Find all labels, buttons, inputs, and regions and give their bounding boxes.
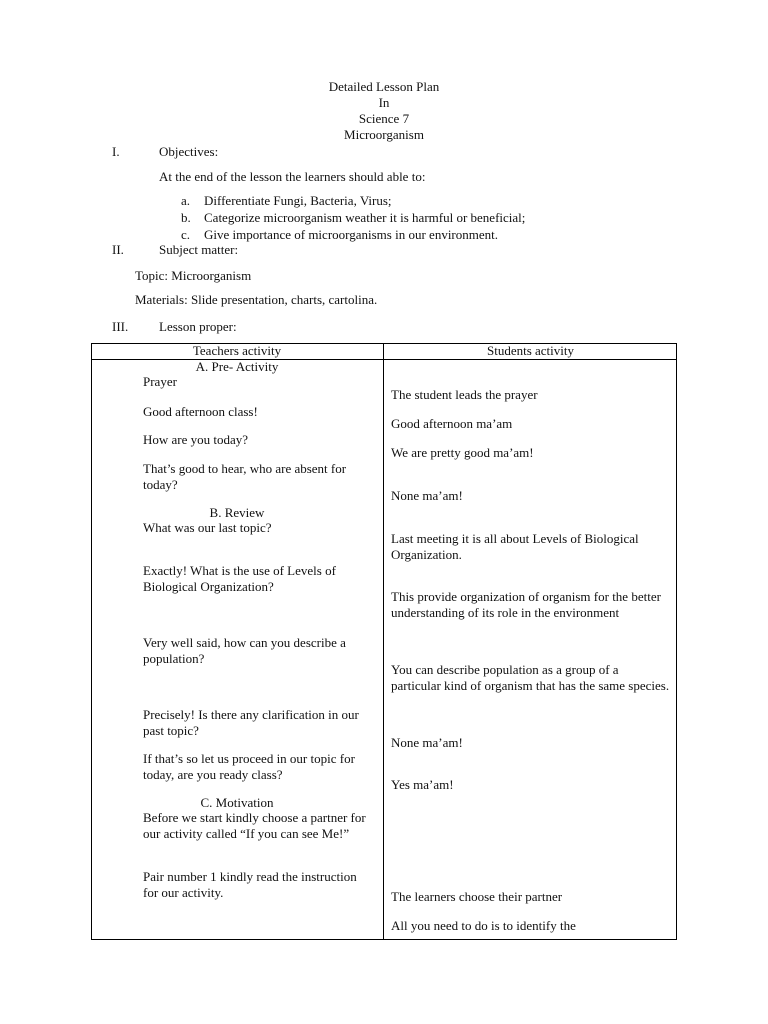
section-numeral-2: II. (112, 242, 124, 257)
teacher-line: What was our last topic? (143, 520, 272, 535)
student-line: All you need to do is to identify the (391, 918, 576, 933)
objectives-heading: Objectives: (159, 144, 219, 159)
objective-a: Differentiate Fungi, Bacteria, Virus; (204, 193, 392, 208)
teacher-line: Exactly! What is the use of Levels of Biological Organization? (143, 563, 336, 594)
student-line: None ma’am! (391, 488, 463, 503)
teacher-line: Precisely! Is there any clarification in our past topic? (143, 707, 359, 738)
teacher-line: Before we start kindly choose a partner for our activity called “If you can see Me!” (143, 810, 366, 841)
topic-line: Topic: Microorganism (135, 268, 252, 283)
doc-title-in: In (378, 95, 390, 110)
objective-letter-a: a. (181, 193, 191, 208)
lesson-proper-heading: Lesson proper: (159, 319, 237, 334)
teacher-line: How are you today? (143, 432, 249, 447)
section-pre-activity: A. Pre- Activity (195, 359, 279, 374)
teachers-activity-header: Teachers activity (192, 343, 282, 358)
objectives-intro: At the end of the lesson the learners should able to: (159, 169, 426, 184)
teacher-line: Pair number 1 kindly read the instruction for our activity. (143, 869, 357, 900)
student-line: Last meeting it is all about Levels of Biological Organization. (391, 531, 639, 562)
objective-c: Give importance of microorganisms in our environment. (204, 227, 498, 242)
materials-line: Materials: Slide presentation, charts, cartolina. (135, 292, 378, 307)
student-line: None ma’am! (391, 735, 463, 750)
section-numeral-3: III. (112, 319, 129, 334)
doc-topic: Microorganism (344, 127, 424, 142)
teacher-line: If that’s so let us proceed in our topic for today, are you ready class? (143, 751, 355, 782)
teacher-line: Good afternoon class! (143, 404, 258, 419)
student-line: You can describe population as a group of a particular kind of organism that has the same species. (391, 662, 670, 693)
student-line: We are pretty good ma’am! (391, 445, 534, 460)
student-line: Yes ma’am! (391, 777, 454, 792)
students-activity-header: Students activity (486, 343, 575, 358)
section-review: B. Review (209, 505, 265, 520)
student-line: The student leads the prayer (391, 387, 538, 402)
subject-matter-heading: Subject matter: (159, 242, 239, 257)
doc-subject: Science 7 (358, 111, 410, 126)
section-numeral-1: I. (112, 144, 120, 159)
student-line: This provide organization of organism for the better understanding of its role in the environment (391, 589, 661, 620)
table-column-divider (383, 343, 384, 940)
section-motivation: C. Motivation (200, 795, 274, 810)
teacher-line: That’s good to hear, who are absent for today? (143, 461, 347, 492)
objective-letter-b: b. (181, 210, 191, 225)
objective-letter-c: c. (181, 227, 191, 242)
teacher-line: Very well said, how can you describe a population? (143, 635, 346, 666)
student-line: The learners choose their partner (391, 889, 563, 904)
student-line: Good afternoon ma’am (391, 416, 513, 431)
objective-b: Categorize microorganism weather it is harmful or beneficial; (204, 210, 526, 225)
teacher-line: Prayer (143, 374, 177, 389)
doc-title: Detailed Lesson Plan (328, 79, 440, 94)
